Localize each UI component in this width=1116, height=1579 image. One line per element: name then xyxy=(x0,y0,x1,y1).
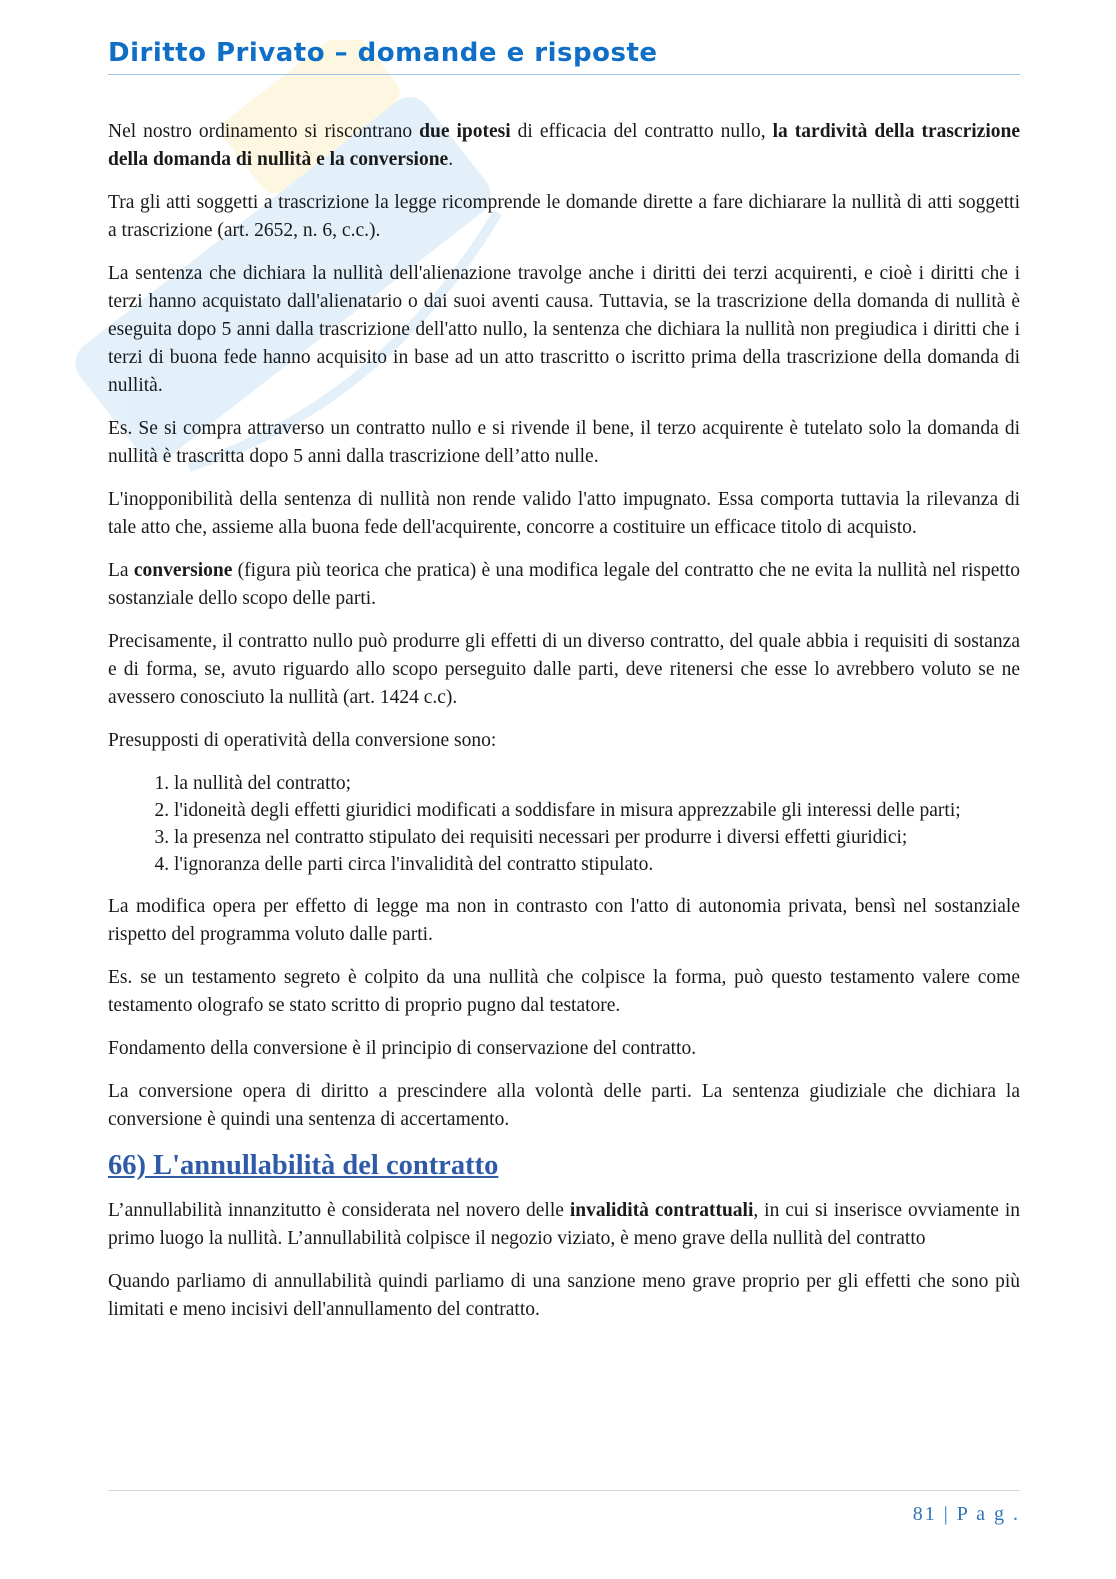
list-item: 4. l'ignoranza delle parti circa l'invalidità del contratto stipulato. xyxy=(174,851,1020,878)
paragraph-intro: Nel nostro ordinamento si riscontrano due ipotesi di efficacia del contratto nullo, la tardività della trascrizione della domanda di nullità e la conversione. xyxy=(108,121,1020,170)
paragraph-inopponibilita: L'inopponibilità della sentenza di nullità non rende valido l'atto impugnato. Essa comporta tuttavia la rilevanza di tale atto che, assieme alla buona fede dell'acquirente, concorre a costituire un efficace titolo di acquisto. xyxy=(108,489,1020,538)
paragraph-esempio-2: Es. se un testamento segreto è colpito da una nullità che colpisce la forma, può questo testamento valere come testamento olografo se stato scritto di proprio pugno dal testatore. xyxy=(108,967,1020,1016)
paragraph-esempio-1: Es. Se si compra attraverso un contratto nullo e si rivende il bene, il terzo acquirente è tutelato solo la domanda di nullità è trascritta dopo 5 anni dalla trascrizione dell’atto nulle. xyxy=(108,418,1020,467)
paragraph-annullabilita: L’annullabilità innanzitutto è considerata nel novero delle invalidità contrattuali, in cui si inserisce ovviamente in primo luogo la nullità. L’annullabilità colpisce il negozio viziato, è meno grave della nullità del contratto xyxy=(108,1200,1021,1249)
paragraph-fondamento: Fondamento della conversione è il principio di conservazione del contratto. xyxy=(108,1038,697,1059)
paragraph-conversione: La conversione (figura più teorica che pratica) è una modifica legale del contratto che ne evita la nullità nel rispetto sostanziale dello scopo delle parti. xyxy=(108,560,1020,609)
page-number: 81 | P a g . xyxy=(912,1503,1020,1525)
paragraph-presupposti: Presupposti di operatività della conversione sono: xyxy=(108,730,497,751)
paragraph-sentenza: La sentenza che dichiara la nullità dell'alienazione travolge anche i diritti dei terzi acquirenti, e cioè i diritti che i terzi hanno acquistato dall'alienatario o dai suoi aventi causa. Tuttavia, se la trascrizione della domanda di nullità è eseguita dopo 5 anni dalla trascrizione dell'atto nullo, la sentenza che dichiara la nullità non pregiudica i diritti che i terzi di buona fede hanno acquisito in base ad un atto trascritto o iscritto prima della trascrizione della domanda di nullità. xyxy=(108,263,1020,396)
list-item: 2. l'idoneità degli effetti giuridici modificati a soddisfare in misura apprezzabile gli interessi delle parti; xyxy=(174,797,1020,824)
paragraph-trascrizione: Tra gli atti soggetti a trascrizione la legge ricomprende le domande dirette a fare dichiarare la nullità di atti soggetti a trascrizione (art. 2652, n. 6, c.c.). xyxy=(108,192,1020,241)
paragraph-sanzione: Quando parliamo di annullabilità quindi parliamo di una sanzione meno grave proprio per gli effetti che sono più limitati e meno incisivi dell'annullamento del contratto. xyxy=(108,1271,1020,1320)
document-body xyxy=(108,118,1020,1339)
requirements-list xyxy=(108,770,1020,878)
footer-divider xyxy=(108,1490,1020,1491)
list-item: 1. la nullità del contratto; xyxy=(174,770,1020,797)
paragraph-opera-di-diritto: La conversione opera di diritto a prescindere alla volontà delle parti. La sentenza giudiziale che dichiara la conversione è quindi una sentenza di accertamento. xyxy=(108,1081,1020,1130)
list-item: 3. la presenza nel contratto stipulato dei requisiti necessari per produrre i diversi effetti giuridici; xyxy=(174,824,1020,851)
document-header-title: Diritto Privato – domande e risposte xyxy=(108,38,1020,75)
paragraph-precisamente: Precisamente, il contratto nullo può produrre gli effetti di un diverso contratto, del quale abbia i requisiti di sostanza e di forma, se, avuto riguardo allo scopo perseguito dalle parti, deve ritenersi che esse lo avrebbero voluto se ne avessero conosciuto la nullità (art. 1424 c.c). xyxy=(108,631,1020,708)
section-heading-annullabilita: 66) L'annullabilità del contratto xyxy=(108,1150,499,1181)
paragraph-modifica: La modifica opera per effetto di legge ma non in contrasto con l'atto di autonomia privata, bensì nel sostanziale rispetto del programma voluto dalle parti. xyxy=(108,896,1020,945)
